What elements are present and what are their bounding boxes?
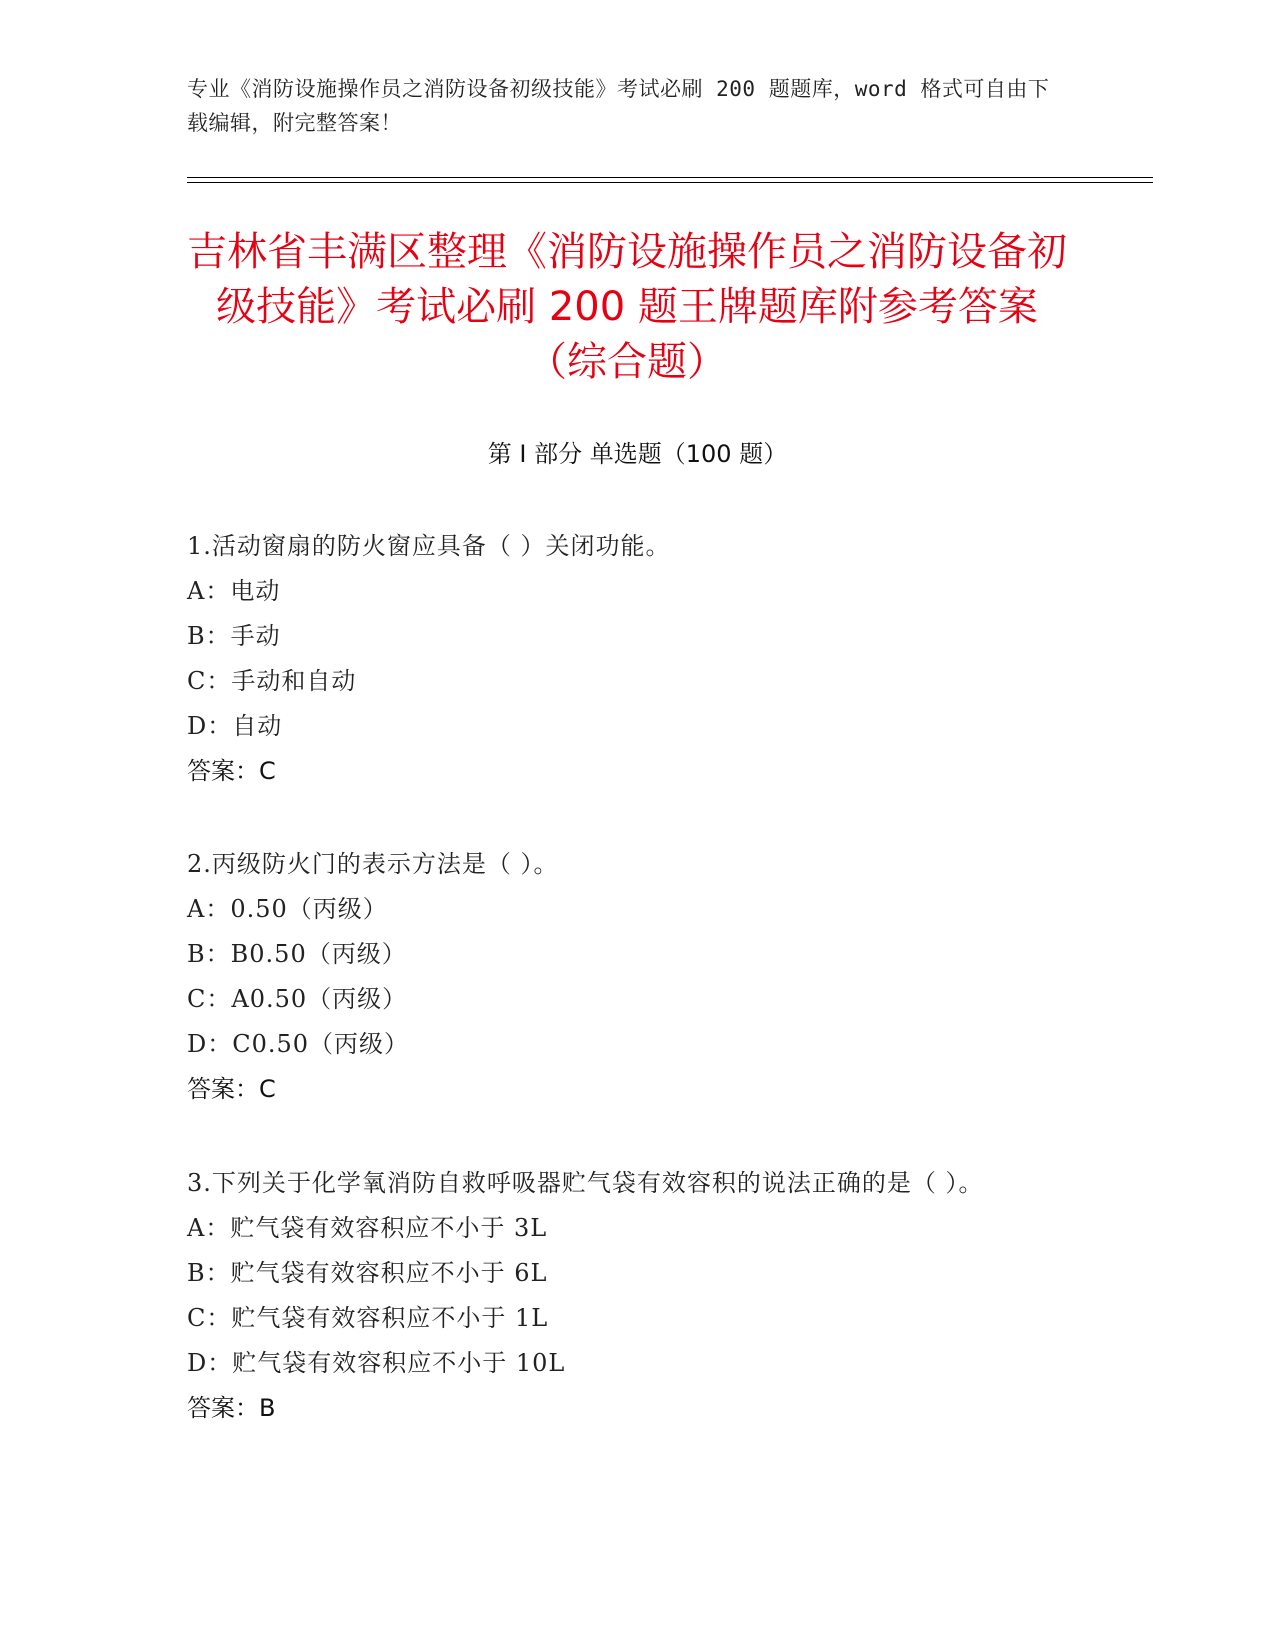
document-title: 吉林省丰满区整理《消防设施操作员之消防设备初级技能》考试必刷 200 题王牌题库附参考答案（综合题）: [187, 229, 1067, 385]
section-title: 第 I 部分 单选题（100 题）: [487, 440, 788, 468]
question-stem: 3.下列关于化学氧消防自救呼吸器贮气袋有效容积的说法正确的是（ ）。: [187, 1169, 984, 1197]
option-d: D：C0.50（丙级）: [187, 1030, 410, 1058]
option-d: D：自动: [187, 712, 283, 740]
option-b: B：贮气袋有效容积应不小于 6L: [187, 1259, 548, 1287]
question-2: [187, 842, 1067, 1112]
option-d: D：贮气袋有效容积应不小于 10L: [187, 1349, 566, 1377]
option-a: A：0.50（丙级）: [187, 895, 388, 923]
answer: 答案：C: [187, 1075, 276, 1103]
header-divider-bottom: [187, 182, 1153, 183]
answer: 答案：B: [187, 1394, 276, 1422]
question-3: [187, 1161, 1067, 1431]
option-c: C：贮气袋有效容积应不小于 1L: [187, 1304, 549, 1332]
header-divider-top: [187, 177, 1153, 178]
option-a: A：电动: [187, 577, 281, 605]
option-c: C：A0.50（丙级）: [187, 985, 408, 1013]
question-1: [187, 524, 1067, 794]
option-b: B：B0.50（丙级）: [187, 940, 407, 968]
question-stem: 2.丙级防火门的表示方法是（ ）。: [187, 850, 559, 878]
option-a: A：贮气袋有效容积应不小于 3L: [187, 1214, 548, 1242]
answer: 答案：C: [187, 757, 276, 785]
option-c: C：手动和自动: [187, 667, 357, 695]
header-note: 专业《消防设施操作员之消防设备初级技能》考试必刷 200 题题库，word 格式可自由下载编辑，附完整答案！: [187, 77, 1050, 135]
option-b: B：手动: [187, 622, 281, 650]
question-stem: 1.活动窗扇的防火窗应具备（ ）关闭功能。: [187, 532, 671, 560]
